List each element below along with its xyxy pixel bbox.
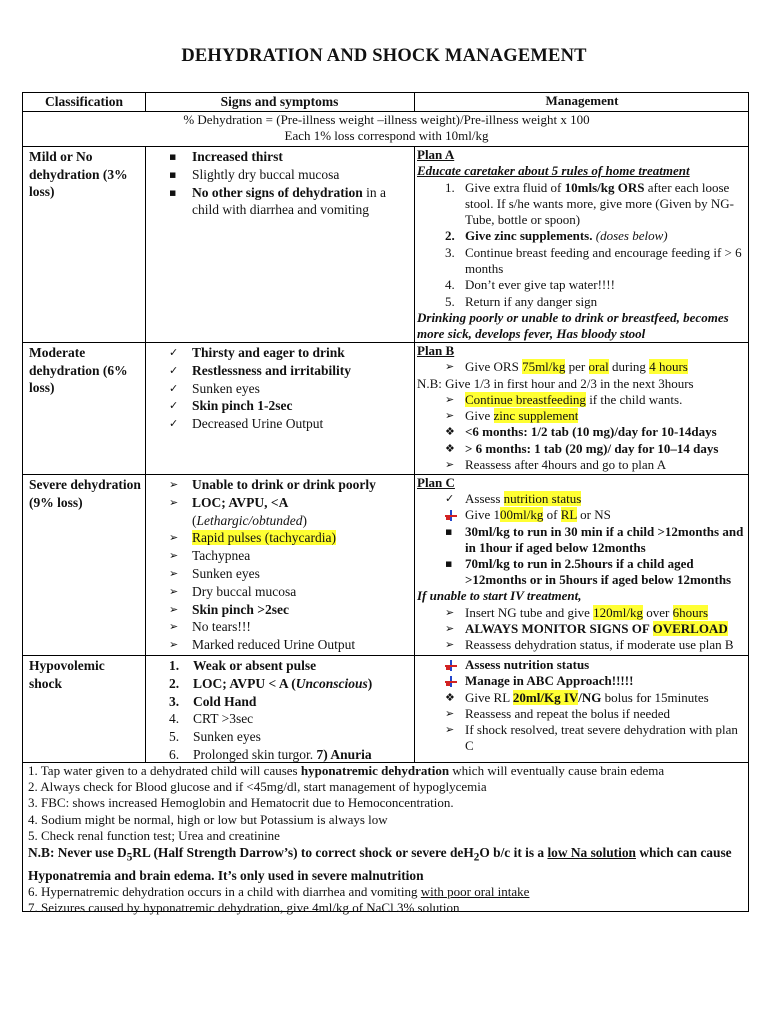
dehydration-formula (23, 112, 750, 144)
dose-item: ❖ > 6 months: 1 tab (20 mg)/ day for 10–14 days (445, 440, 719, 456)
signs-moderate (145, 344, 414, 433)
arrow-bullet-icon: ➢ (169, 566, 179, 580)
nb-note: N.B: Give 1/3 in first hour and 2/3 in the next 3hours (417, 375, 694, 391)
bullet-square-icon: ▪ (445, 524, 453, 538)
classification-mild: Mild or No dehydration (3% loss) (29, 149, 128, 199)
note-item: 7. Seizures caused by hyponatremic dehydration, give 4ml/kg of NaCl 3% solution (28, 899, 460, 915)
classification-severe: Severe dehydration (9% loss) (29, 477, 141, 510)
sign-item: ✓ Skin pinch 1-2sec (169, 398, 293, 414)
abc-item: Manage in ABC Approach!!!!! (417, 673, 748, 689)
bullet-square-icon: ▪ (169, 185, 177, 199)
step-item: 3. Continue breast feeding and encourage feeding if > 6 months (445, 244, 742, 277)
page-title: DEHYDRATION AND SHOCK MANAGEMENT (181, 46, 587, 66)
sign-item: ➢ Tachypnea (169, 548, 251, 564)
sign-item: ✓ Decreased Urine Output (169, 416, 324, 432)
arrow-bullet-icon: ➢ (445, 638, 455, 652)
give-fluid-item: Give 100ml/kg of RL or NS (417, 507, 748, 523)
management-mild (417, 147, 748, 343)
note-item: 3. FBC: shows increased Hemoglobin and Hematocrit due to Hemoconcentration. (28, 795, 454, 811)
sign-item: 6. Prolonged skin turgor. 7) Anuria (169, 746, 372, 762)
ng-item: ➢ Insert NG tube and give 120ml/kg over 6hours (445, 604, 709, 620)
bullet-square-icon: ▪ (169, 167, 177, 181)
reassess-item: ➢ Reassess after 4hours and go to plan A (445, 457, 667, 473)
arrow-bullet-icon: ➢ (169, 478, 179, 491)
arrow-bullet-icon: ➢ (445, 360, 455, 374)
checkmark-icon: ✓ (169, 381, 179, 395)
repeat-item: ➢ Reassess and repeat the bolus if needed (445, 705, 671, 721)
checkmark-icon: ✓ (445, 492, 455, 506)
header-classification: Classification (44, 94, 123, 109)
sign-item: ➢ Rapid pulses (tachycardia) (169, 530, 336, 546)
iv-note: If unable to start IV treatment, (417, 588, 582, 604)
checkmark-icon: ✓ (169, 346, 179, 359)
arrow-bullet-icon: ➢ (169, 638, 179, 652)
note-item: 1. Tap water given to a dehydrated child will causes hyponatremic dehydration which will eventually cause brain edema (28, 763, 665, 778)
note-item: 6. Hypernatremic dehydration occurs in a child with diarrhea and vomiting with poor oral intake (28, 883, 530, 899)
give-bolus-item: ❖ Give RL 20ml/Kg IV/NG bolus for 15minutes (445, 689, 709, 705)
sign-item: ➢ No tears!!! (169, 619, 251, 635)
nb-warning: N.B: Never use $D_5RL$ (Half Strength Darrow’s) to correct shock or severe deH$_2$O b/c it is a low Na solution which can cause Hyponatremia and brain edema. It’s only used in severe malnutrition (28, 845, 732, 883)
arrow-bullet-icon: ➢ (169, 602, 179, 616)
sign-item: ✓ Thirsty and eager to drink (169, 345, 345, 360)
step-item: 1. Give extra fluid of 10mls/kg ORS after each loose stool. If s/he wants more, give more (Given by NG-Tube, bottle or spoon) (445, 179, 734, 228)
danger-signs: Drinking poorly or unable to drink or breastfeed, becomes more sick, develops fever, Has bloody stool (417, 309, 729, 342)
step-item: 5. Return if any danger sign (445, 293, 598, 309)
note-item: 5. Check renal function test; Urea and creatinine (28, 827, 280, 843)
bullet-square-icon: ▪ (445, 557, 453, 571)
header-management: Management (545, 93, 619, 108)
note-item: 4. Sodium might be normal, high or low but Potassium is always low (28, 811, 388, 827)
arrow-bullet-icon: ➢ (445, 621, 455, 635)
sign-item: ➢ Sunken eyes (169, 565, 260, 581)
arrow-bullet-icon: ➢ (445, 392, 455, 406)
sign-item: 5. Sunken eyes (169, 729, 261, 745)
checkmark-icon: ✓ (169, 399, 179, 413)
zinc-item: ➢ Give zinc supplement (445, 408, 579, 424)
notes-section (28, 763, 744, 916)
sign-item: 2. LOC; AVPU < A (Unconscious) (169, 675, 373, 691)
plan-b-label: Plan B (417, 343, 455, 358)
run-item: ▪ 30ml/kg to run in 30 min if a child >12months and in 1hour if aged below 12months (445, 523, 744, 555)
arrow-bullet-icon: ➢ (445, 706, 455, 720)
sign-item: ➢ Skin pinch >2sec (169, 601, 289, 617)
management-severe (417, 475, 748, 653)
sign-item: ➢ Unable to drink or drink poorly (169, 477, 376, 492)
sign-item: ➢ Marked reduced Urine Output (169, 637, 356, 653)
sign-item: ➢ LOC; AVPU, <A (Lethargic/obtunded) (169, 494, 307, 528)
management-table (22, 92, 749, 915)
arrow-bullet-icon: ➢ (169, 584, 179, 598)
monitor-item: ➢ ALWAYS MONITOR SIGNS OF OVERLOAD (445, 620, 728, 636)
flag-bullet-icon (445, 676, 457, 687)
signs-shock (145, 657, 414, 764)
checkmark-icon: ✓ (169, 417, 179, 431)
management-shock (417, 657, 748, 755)
educate-caretaker: Educate caretaker about 5 rules of home treatment (417, 163, 690, 179)
arrow-bullet-icon: ➢ (169, 531, 179, 545)
arrow-bullet-icon: ➢ (445, 409, 455, 423)
signs-mild (145, 148, 414, 219)
formula-line-1: % Dehydration = (Pre-illness weight –illness weight)/Pre-illness weight x 100 (183, 112, 590, 127)
ors-instruction: ➢ Give ORS 75ml/kg per oral during 4 hours (445, 359, 688, 375)
sign-item: 3. Cold Hand (169, 693, 257, 709)
sign-item: 4. CRT >3sec (169, 711, 254, 727)
sign-item: ✓ Sunken eyes (169, 380, 260, 396)
sign-item: ➢ Dry buccal mucosa (169, 583, 297, 599)
management-moderate (417, 343, 748, 473)
sign-item: ✓ Restlessness and irritability (169, 362, 352, 378)
col-divider (414, 146, 415, 762)
row-divider (23, 655, 748, 656)
bullet-square-icon: ▪ (169, 150, 177, 163)
arrow-bullet-icon: ➢ (169, 495, 179, 509)
note-item: 2. Always check for Blood glucose and if <45mg/dl, start management of hypoglycemia (28, 779, 487, 795)
classification-moderate: Moderate dehydration (6% loss) (29, 345, 128, 395)
assess-item: Assess nutrition status (417, 657, 748, 673)
dose-item: ❖ <6 months: 1/2 tab (10 mg)/day for 10-14days (445, 424, 717, 440)
arrow-bullet-icon: ➢ (445, 458, 455, 472)
sign-item: ▪ No other signs of dehydration in a child with diarrhea and vomiting (169, 184, 387, 218)
sign-item: ▪ Slightly dry buccal mucosa (169, 166, 340, 182)
plan-c-label: Plan C (417, 475, 455, 490)
formula-line-2: Each 1% loss correspond with 10ml/kg (284, 128, 489, 143)
diamond-bullet-icon: ❖ (445, 441, 455, 455)
step-item: 2. Give zinc supplements. (doses below) (445, 228, 668, 244)
arrow-bullet-icon: ➢ (169, 620, 179, 634)
arrow-bullet-icon: ➢ (445, 723, 455, 737)
header-signs: Signs and symptoms (220, 94, 339, 109)
flag-bullet-icon (445, 510, 457, 521)
sign-item: 1. Weak or absent pulse (169, 658, 317, 673)
signs-severe (145, 476, 414, 654)
classification-shock: Hypovolemic shock (29, 658, 105, 691)
diamond-bullet-icon: ❖ (445, 690, 455, 704)
sign-item: ▪ Increased thirst (169, 149, 283, 164)
checkmark-icon: ✓ (169, 363, 179, 377)
flag-bullet-icon (445, 660, 457, 671)
resolved-item: ➢ If shock resolved, treat severe dehydration with plan C (445, 722, 738, 754)
breastfeeding-item: ➢ Continue breastfeeding if the child wants. (445, 391, 683, 407)
step-item: 4. Don’t ever give tap water!!!! (445, 277, 615, 293)
reassess-item: ➢ Reassess dehydration status, if moderate use plan B (445, 637, 734, 653)
plan-a-label: Plan A (417, 147, 455, 162)
assess-item: ✓ Assess nutrition status (445, 491, 582, 507)
arrow-bullet-icon: ➢ (445, 605, 455, 619)
arrow-bullet-icon: ➢ (169, 549, 179, 563)
diamond-bullet-icon: ❖ (445, 425, 455, 439)
run-item: ▪ 70ml/kg to run in 2.5hours if a child aged >12months or in 5hours if aged below 12months (445, 556, 732, 588)
